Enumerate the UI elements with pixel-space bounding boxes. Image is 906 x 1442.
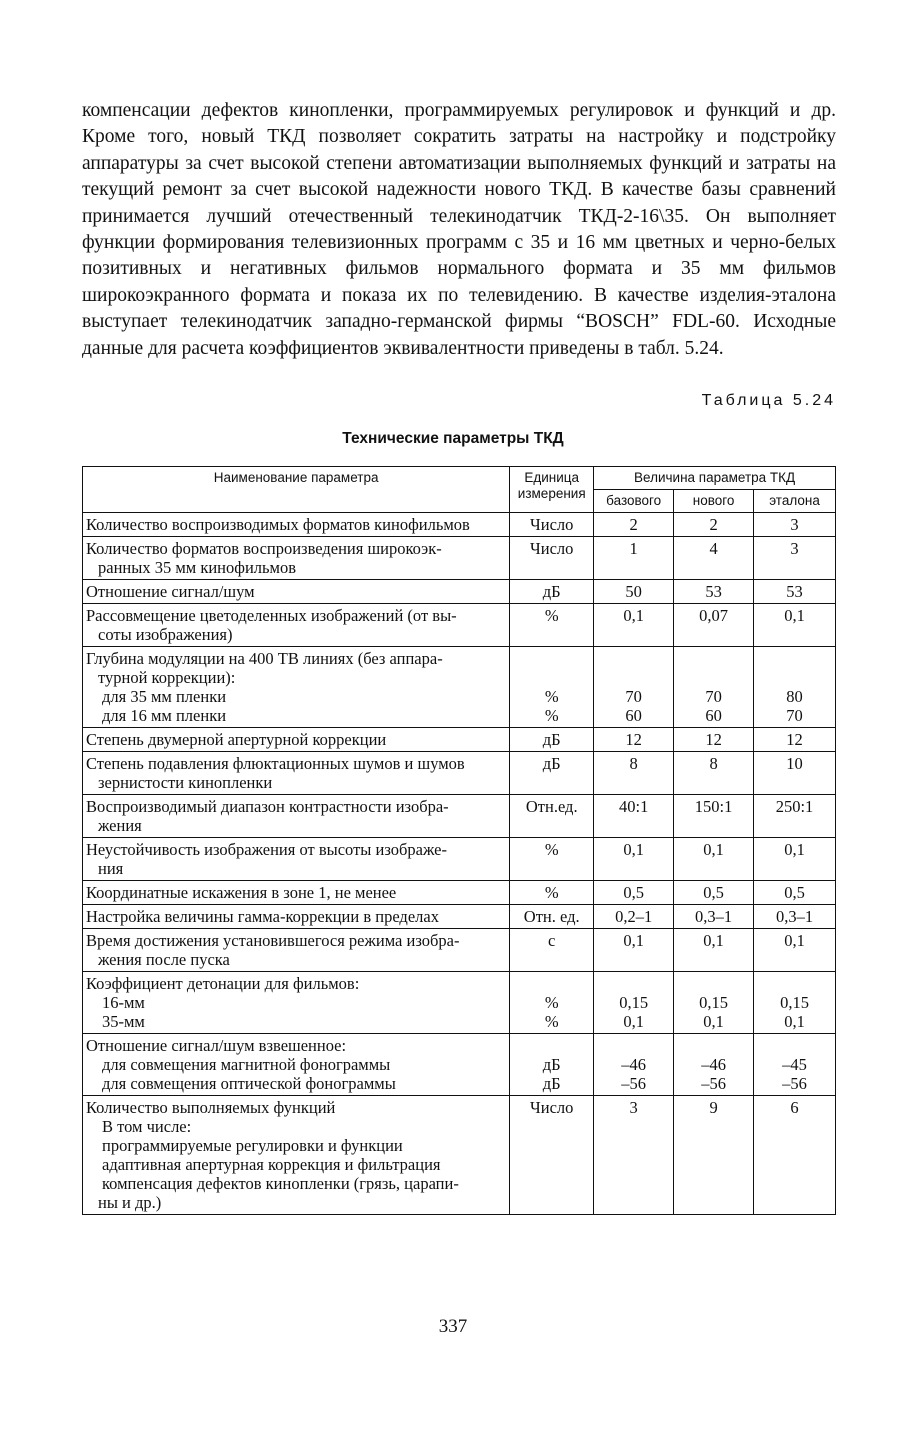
parameter-name-line: соты изображения) bbox=[98, 625, 233, 644]
spacer bbox=[756, 649, 833, 668]
new-value bbox=[674, 580, 754, 604]
base-value bbox=[594, 1034, 674, 1096]
header-unit bbox=[510, 467, 594, 513]
unit-cell bbox=[510, 972, 594, 1034]
parameter-name-line: жения после пуска bbox=[98, 950, 230, 969]
header-parameter-name: Наименование параметра bbox=[83, 467, 510, 513]
intro-paragraph: компенсации дефектов кинопленки, программируемых регулировок и функций и др. Кроме того, новый ТКД позволяет сократить затраты на настройку и подстройку аппаратуры за счет высокой степени автоматизации выполняемых функций и затраты на текущий ремонт за счет высокой надежности нового ТКД. В качестве базы сравнений принимается лучший отечественный телекинодатчик ТКД-2-16\35. Он выполняет функции формирования телевизионных программ с 35 и 16 мм цветных и черно-белых позитивных и негативных фильмов нормального формата и 35 мм фильмов широкоэкранного формата и показа их по телевидению. В качестве изделия-эталона выступает телекинодатчик западно-германской фирмы “BOSCH” FDL-60. Исходные данные для расчета коэффициентов эквивалентности приведены в табл. 5.24. bbox=[82, 100, 836, 359]
base-value bbox=[594, 647, 674, 728]
reference-value-line: –45 bbox=[782, 1055, 807, 1074]
base-value-text: 0,1 bbox=[623, 840, 644, 859]
base-value bbox=[594, 513, 674, 537]
reference-value-text: 10 bbox=[786, 754, 803, 773]
new-value bbox=[674, 929, 754, 972]
base-value bbox=[594, 604, 674, 647]
base-value-line: 0,15 bbox=[619, 993, 649, 1012]
spacer bbox=[596, 1036, 671, 1055]
unit-cell-text: Отн.ед. bbox=[525, 797, 578, 816]
unit-cell bbox=[510, 537, 594, 580]
new-value bbox=[674, 795, 754, 838]
header-base: базового bbox=[594, 490, 674, 513]
header-unit-line-2: измерения bbox=[517, 486, 586, 501]
parameter-name-line: Степень двумерной апертурной коррекции bbox=[86, 730, 387, 749]
new-value bbox=[674, 513, 754, 537]
base-value-text: 0,1 bbox=[623, 931, 644, 950]
parameter-name-line: ранных 35 мм кинофильмов bbox=[98, 558, 297, 577]
new-value-text: 12 bbox=[705, 730, 722, 749]
parameter-name-line: жения bbox=[98, 816, 142, 835]
unit-cell bbox=[510, 881, 594, 905]
parameter-name-line: Настройка величины гамма-коррекции в пределах bbox=[86, 907, 439, 926]
unit-cell bbox=[510, 580, 594, 604]
new-value-text: 0,1 bbox=[703, 840, 724, 859]
parameter-name-line: Отношение сигнал/шум взвешенное: bbox=[86, 1036, 347, 1055]
base-value bbox=[594, 838, 674, 881]
spacer bbox=[512, 668, 591, 687]
new-value bbox=[674, 752, 754, 795]
parameter-name bbox=[83, 728, 510, 752]
parameter-name bbox=[83, 537, 510, 580]
new-value-text: 0,5 bbox=[703, 883, 724, 902]
spacer bbox=[676, 1036, 751, 1055]
reference-value bbox=[754, 972, 836, 1034]
new-value bbox=[674, 728, 754, 752]
unit-cell-text: % bbox=[544, 840, 559, 859]
unit-cell bbox=[510, 905, 594, 929]
unit-cell bbox=[510, 752, 594, 795]
reference-value bbox=[754, 905, 836, 929]
base-value-text: 2 bbox=[629, 515, 638, 534]
table-row bbox=[83, 728, 836, 752]
base-value bbox=[594, 929, 674, 972]
reference-value-line: 80 bbox=[786, 687, 803, 706]
new-value-line: 60 bbox=[705, 706, 722, 725]
new-value bbox=[674, 1034, 754, 1096]
parameter-name-line: Отношение сигнал/шум bbox=[86, 582, 255, 601]
unit-cell bbox=[510, 647, 594, 728]
parameters-table bbox=[82, 466, 836, 1215]
parameter-name bbox=[83, 795, 510, 838]
base-value-line: –56 bbox=[621, 1074, 647, 1093]
parameter-name-line: Неустойчивость изображения от высоты изображе- bbox=[86, 840, 447, 859]
parameter-name bbox=[83, 881, 510, 905]
new-value-line: 0,1 bbox=[703, 1012, 724, 1031]
table-row bbox=[83, 838, 836, 881]
new-value bbox=[674, 905, 754, 929]
parameter-name-line: ния bbox=[98, 859, 124, 878]
table-row bbox=[83, 1096, 836, 1215]
table-row bbox=[83, 881, 836, 905]
spacer bbox=[676, 974, 751, 993]
new-value bbox=[674, 881, 754, 905]
unit-cell-text: дБ bbox=[542, 582, 561, 601]
spacer bbox=[756, 668, 833, 687]
base-value-text: 1 bbox=[629, 539, 638, 558]
reference-value-text: 3 bbox=[790, 515, 799, 534]
base-value-text: 40:1 bbox=[619, 797, 649, 816]
base-value bbox=[594, 537, 674, 580]
new-value bbox=[674, 1096, 754, 1215]
table-row bbox=[83, 929, 836, 972]
reference-value-text: 53 bbox=[786, 582, 803, 601]
reference-value-text: 3 bbox=[790, 539, 799, 558]
new-value-text: 150:1 bbox=[694, 797, 733, 816]
unit-cell-text: Число bbox=[530, 539, 574, 558]
parameter-name bbox=[83, 647, 510, 728]
parameter-name bbox=[83, 752, 510, 795]
reference-value bbox=[754, 647, 836, 728]
reference-value-text: 0,5 bbox=[784, 883, 805, 902]
table-row bbox=[83, 905, 836, 929]
reference-value bbox=[754, 537, 836, 580]
parameter-name-line: Количество выполняемых функций bbox=[86, 1098, 336, 1117]
table-row bbox=[83, 513, 836, 537]
reference-value-line: –56 bbox=[782, 1074, 807, 1093]
parameter-name-line: Время достижения установившегося режима изобра- bbox=[86, 931, 460, 950]
header-reference: эталона bbox=[754, 490, 836, 513]
base-value-text: 3 bbox=[629, 1098, 638, 1117]
base-value-line: 70 bbox=[625, 687, 642, 706]
reference-value-text: 0,1 bbox=[784, 931, 805, 950]
spacer bbox=[596, 974, 671, 993]
unit-cell-text: дБ bbox=[542, 754, 561, 773]
table-row bbox=[83, 647, 836, 728]
spacer bbox=[756, 1036, 833, 1055]
spacer bbox=[676, 649, 751, 668]
reference-value-text: 12 bbox=[786, 730, 803, 749]
header-unit-line-1: Единица bbox=[524, 470, 580, 485]
spacer bbox=[596, 649, 671, 668]
parameter-name bbox=[83, 929, 510, 972]
new-value bbox=[674, 604, 754, 647]
unit-cell bbox=[510, 929, 594, 972]
parameter-name-line: 16-мм bbox=[102, 993, 145, 1012]
base-value bbox=[594, 1096, 674, 1215]
new-value-line: 0,15 bbox=[699, 993, 729, 1012]
unit-cell bbox=[510, 728, 594, 752]
new-value-text: 0,07 bbox=[699, 606, 729, 625]
base-value-text: 0,5 bbox=[623, 883, 644, 902]
parameter-name-line: компенсация дефектов кинопленки (грязь, царапи- bbox=[102, 1174, 459, 1193]
reference-value-text: 0,1 bbox=[784, 840, 805, 859]
reference-value bbox=[754, 1096, 836, 1215]
reference-value bbox=[754, 513, 836, 537]
reference-value bbox=[754, 795, 836, 838]
new-value bbox=[674, 838, 754, 881]
parameter-name-line: Воспроизводимый диапазон контрастности изобра- bbox=[86, 797, 449, 816]
parameter-name-line: для 16 мм пленки bbox=[102, 706, 227, 725]
base-value-line: 0,1 bbox=[623, 1012, 644, 1031]
base-value-line: –46 bbox=[621, 1055, 647, 1074]
unit-cell-text: Число bbox=[530, 515, 574, 534]
parameter-name-line: Коэффициент детонации для фильмов: bbox=[86, 974, 360, 993]
reference-value bbox=[754, 838, 836, 881]
header-value-group: Величина параметра ТКД bbox=[594, 467, 836, 490]
unit-cell bbox=[510, 838, 594, 881]
base-value bbox=[594, 752, 674, 795]
parameter-name bbox=[83, 972, 510, 1034]
base-value bbox=[594, 972, 674, 1034]
spacer bbox=[596, 668, 671, 687]
parameter-name bbox=[83, 1034, 510, 1096]
page-number: 337 bbox=[438, 1316, 468, 1337]
reference-value bbox=[754, 604, 836, 647]
reference-value-text: 250:1 bbox=[775, 797, 814, 816]
unit-cell-text: % bbox=[544, 606, 559, 625]
parameter-name-line: Глубина модуляции на 400 ТВ линиях (без аппара- bbox=[86, 649, 443, 668]
reference-value bbox=[754, 881, 836, 905]
parameter-name-line: Степень подавления флюктационных шумов и шумов bbox=[86, 754, 465, 773]
unit-cell bbox=[510, 604, 594, 647]
parameter-name bbox=[83, 580, 510, 604]
base-value bbox=[594, 905, 674, 929]
unit-cell-text: % bbox=[544, 883, 559, 902]
base-value-line: 60 bbox=[625, 706, 642, 725]
unit-cell-text: дБ bbox=[542, 730, 561, 749]
parameter-name bbox=[83, 838, 510, 881]
reference-value-text: 0,3–1 bbox=[775, 907, 814, 926]
table-row bbox=[83, 972, 836, 1034]
reference-value bbox=[754, 728, 836, 752]
unit-cell bbox=[510, 1096, 594, 1215]
spacer bbox=[676, 668, 751, 687]
parameter-name-line: адаптивная апертурная коррекция и фильтрация bbox=[102, 1155, 441, 1174]
spacer bbox=[512, 974, 591, 993]
parameter-name bbox=[83, 513, 510, 537]
parameter-name-line: для совмещения магнитной фонограммы bbox=[102, 1055, 391, 1074]
new-value-line: 70 bbox=[705, 687, 722, 706]
reference-value-line: 70 bbox=[786, 706, 803, 725]
new-value-text: 0,3–1 bbox=[695, 907, 733, 926]
base-value bbox=[594, 881, 674, 905]
parameter-name-line: Рассовмещение цветоделенных изображений (от вы- bbox=[86, 606, 457, 625]
reference-value-line: 0,15 bbox=[780, 993, 809, 1012]
parameter-name-line: программируемые регулировки и функции bbox=[102, 1136, 403, 1155]
reference-value-line: 0,1 bbox=[784, 1012, 805, 1031]
new-value bbox=[674, 537, 754, 580]
new-value-text: 53 bbox=[705, 582, 722, 601]
base-value bbox=[594, 728, 674, 752]
parameter-name-line: зернистости кинопленки bbox=[98, 773, 273, 792]
unit-cell bbox=[510, 513, 594, 537]
spacer bbox=[756, 974, 833, 993]
parameter-name bbox=[83, 1096, 510, 1215]
parameter-name-line: турной коррекции): bbox=[98, 668, 236, 687]
new-value-text: 0,1 bbox=[703, 931, 724, 950]
table-row bbox=[83, 1034, 836, 1096]
new-value-text: 9 bbox=[709, 1098, 718, 1117]
unit-cell-line: % bbox=[544, 993, 559, 1012]
table-row bbox=[83, 604, 836, 647]
table-row bbox=[83, 537, 836, 580]
parameter-name-line: Количество форматов воспроизведения широкоэк- bbox=[86, 539, 442, 558]
parameter-name-line: Координатные искажения в зоне 1, не менее bbox=[86, 883, 397, 902]
unit-cell-text: с bbox=[548, 931, 556, 950]
reference-value bbox=[754, 1034, 836, 1096]
parameter-name-line: В том числе: bbox=[102, 1117, 192, 1136]
base-value-text: 0,1 bbox=[623, 606, 644, 625]
parameter-name-line: ны и др.) bbox=[98, 1193, 162, 1212]
base-value-text: 0,2–1 bbox=[615, 907, 653, 926]
base-value-text: 50 bbox=[625, 582, 642, 601]
base-value-text: 12 bbox=[625, 730, 642, 749]
table-title: Технические параметры ТКД bbox=[342, 430, 564, 447]
parameter-name-line: Количество воспроизводимых форматов кинофильмов bbox=[86, 515, 470, 534]
parameter-name-line: для 35 мм пленки bbox=[102, 687, 227, 706]
parameter-name bbox=[83, 905, 510, 929]
unit-cell-line: дБ bbox=[542, 1074, 561, 1093]
unit-cell-line: % bbox=[544, 1012, 559, 1031]
unit-cell bbox=[510, 1034, 594, 1096]
reference-value bbox=[754, 752, 836, 795]
unit-cell-text: Число bbox=[530, 1098, 574, 1117]
unit-cell bbox=[510, 795, 594, 838]
reference-value-text: 6 bbox=[790, 1098, 799, 1117]
base-value-text: 8 bbox=[629, 754, 638, 773]
new-value-text: 8 bbox=[709, 754, 718, 773]
reference-value bbox=[754, 929, 836, 972]
new-value-line: –46 bbox=[701, 1055, 726, 1074]
table-row bbox=[83, 752, 836, 795]
unit-cell-line: % bbox=[544, 706, 559, 725]
table-row bbox=[83, 795, 836, 838]
spacer bbox=[512, 1036, 591, 1055]
new-value-text: 2 bbox=[709, 515, 718, 534]
unit-cell-text: Отн. ед. bbox=[523, 907, 580, 926]
unit-cell-line: % bbox=[544, 687, 559, 706]
header-new: нового bbox=[674, 490, 754, 513]
parameter-name bbox=[83, 604, 510, 647]
base-value bbox=[594, 795, 674, 838]
table-number: Таблица 5.24 bbox=[701, 392, 836, 409]
parameter-name-line: для совмещения оптической фонограммы bbox=[102, 1074, 396, 1093]
reference-value bbox=[754, 580, 836, 604]
unit-cell-line: дБ bbox=[542, 1055, 561, 1074]
new-value bbox=[674, 647, 754, 728]
new-value-line: –56 bbox=[701, 1074, 726, 1093]
reference-value-text: 0,1 bbox=[784, 606, 805, 625]
table-row bbox=[83, 580, 836, 604]
base-value bbox=[594, 580, 674, 604]
spacer bbox=[512, 649, 591, 668]
new-value-text: 4 bbox=[709, 539, 718, 558]
parameter-name-line: 35-мм bbox=[102, 1012, 145, 1031]
new-value bbox=[674, 972, 754, 1034]
